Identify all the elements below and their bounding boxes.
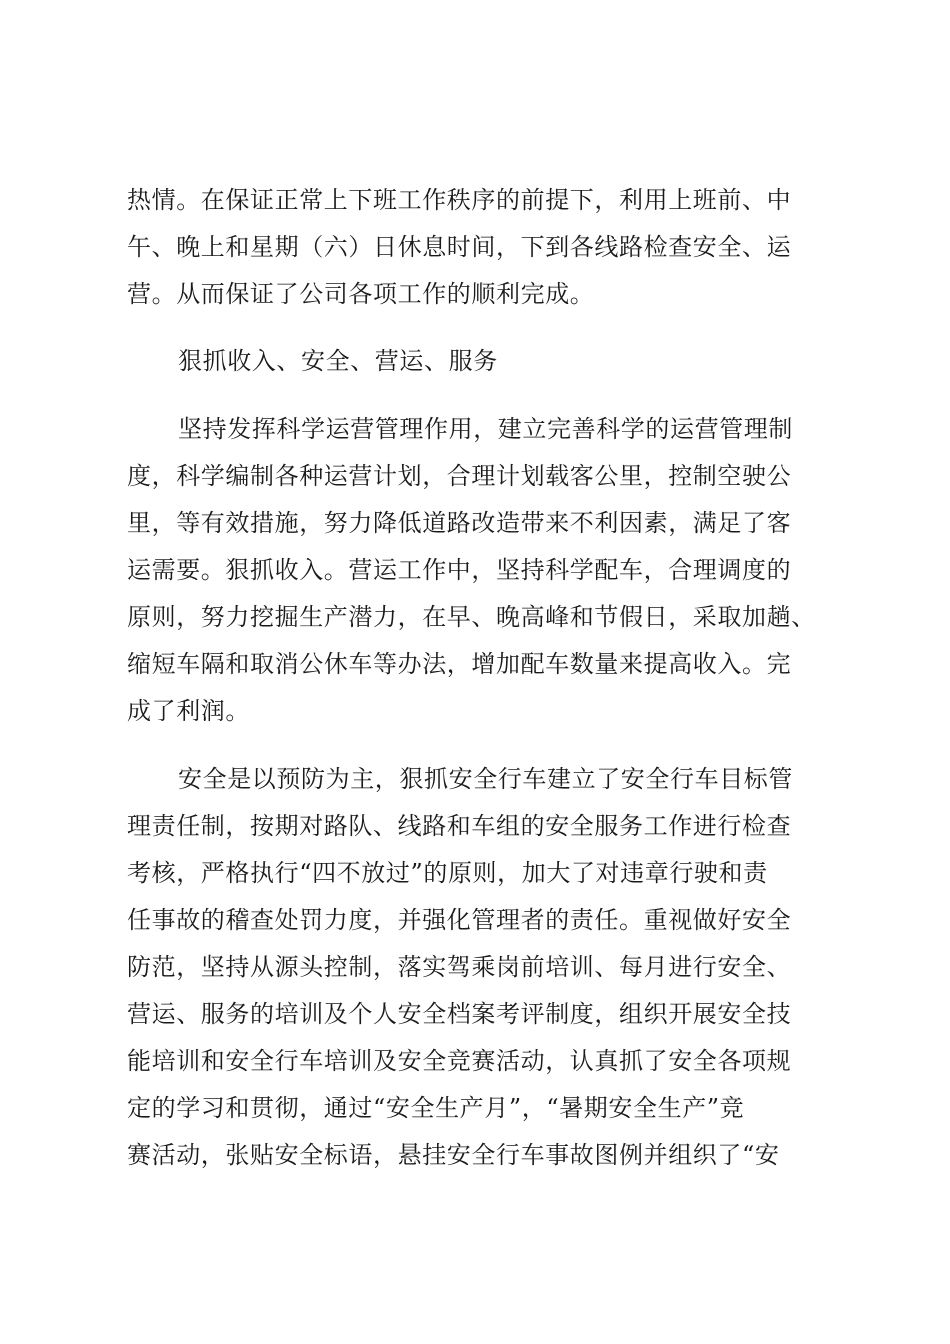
paragraph-3-line-7: 成了利润。 <box>127 697 250 725</box>
paragraph-4-line-7: 能培训和安全行车培训及安全竞赛活动，认真抓了安全各项规 <box>127 1047 792 1075</box>
paragraph-4-line-4: 任事故的稽查处罚力度，并强化管理者的责任。重视做好安全 <box>127 906 792 934</box>
paragraph-4-line-5: 防范，坚持从源头控制，落实驾乘岗前培训、每月进行安全、 <box>127 953 792 981</box>
paragraph-4-line-3: 考核，严格执行“四不放过”的原则，加大了对违章行驶和责 <box>127 859 768 887</box>
paragraph-1-line-2: 午、晚上和星期（六）日休息时间，下到各线路检查安全、运 <box>127 233 792 261</box>
paragraph-3-line-6: 缩短车隔和取消公休车等办法，增加配车数量来提高收入。完 <box>127 650 792 678</box>
paragraph-3-line-3: 里，等有效措施，努力降低道路改造带来不利因素，满足了客 <box>127 509 792 537</box>
paragraph-4-line-1: 安全是以预防为主，狠抓安全行车建立了安全行车目标管 <box>178 765 793 793</box>
paragraph-4-line-9: 赛活动，张贴安全标语，悬挂安全行车事故图例并组织了“安 <box>127 1141 780 1169</box>
paragraph-3-line-4: 运需要。狠抓收入。营运工作中，坚持科学配车，合理调度的 <box>127 556 792 584</box>
paragraph-3-line-5: 原则，努力挖掘生产潜力，在早、晚高峰和节假日，采取加趟、 <box>127 603 816 631</box>
paragraph-3-line-2: 度，科学编制各种运营计划，合理计划载客公里，控制空驶公 <box>127 462 792 490</box>
section-heading: 狠抓收入、安全、营运、服务 <box>178 347 498 375</box>
paragraph-4-line-8: 定的学习和贯彻，通过“安全生产月”，“暑期安全生产”竞 <box>127 1094 745 1122</box>
paragraph-1-line-1: 热情。在保证正常上下班工作秩序的前提下，利用上班前、中 <box>127 186 792 214</box>
paragraph-1-line-3: 营。从而保证了公司各项工作的顺利完成。 <box>127 280 595 308</box>
paragraph-4-line-2: 理责任制，按期对路队、线路和车组的安全服务工作进行检查 <box>127 812 792 840</box>
paragraph-3-line-1: 坚持发挥科学运营管理作用，建立完善科学的运营管理制 <box>178 415 793 443</box>
paragraph-4-line-6: 营运、服务的培训及个人安全档案考评制度，组织开展安全技 <box>127 1000 792 1028</box>
